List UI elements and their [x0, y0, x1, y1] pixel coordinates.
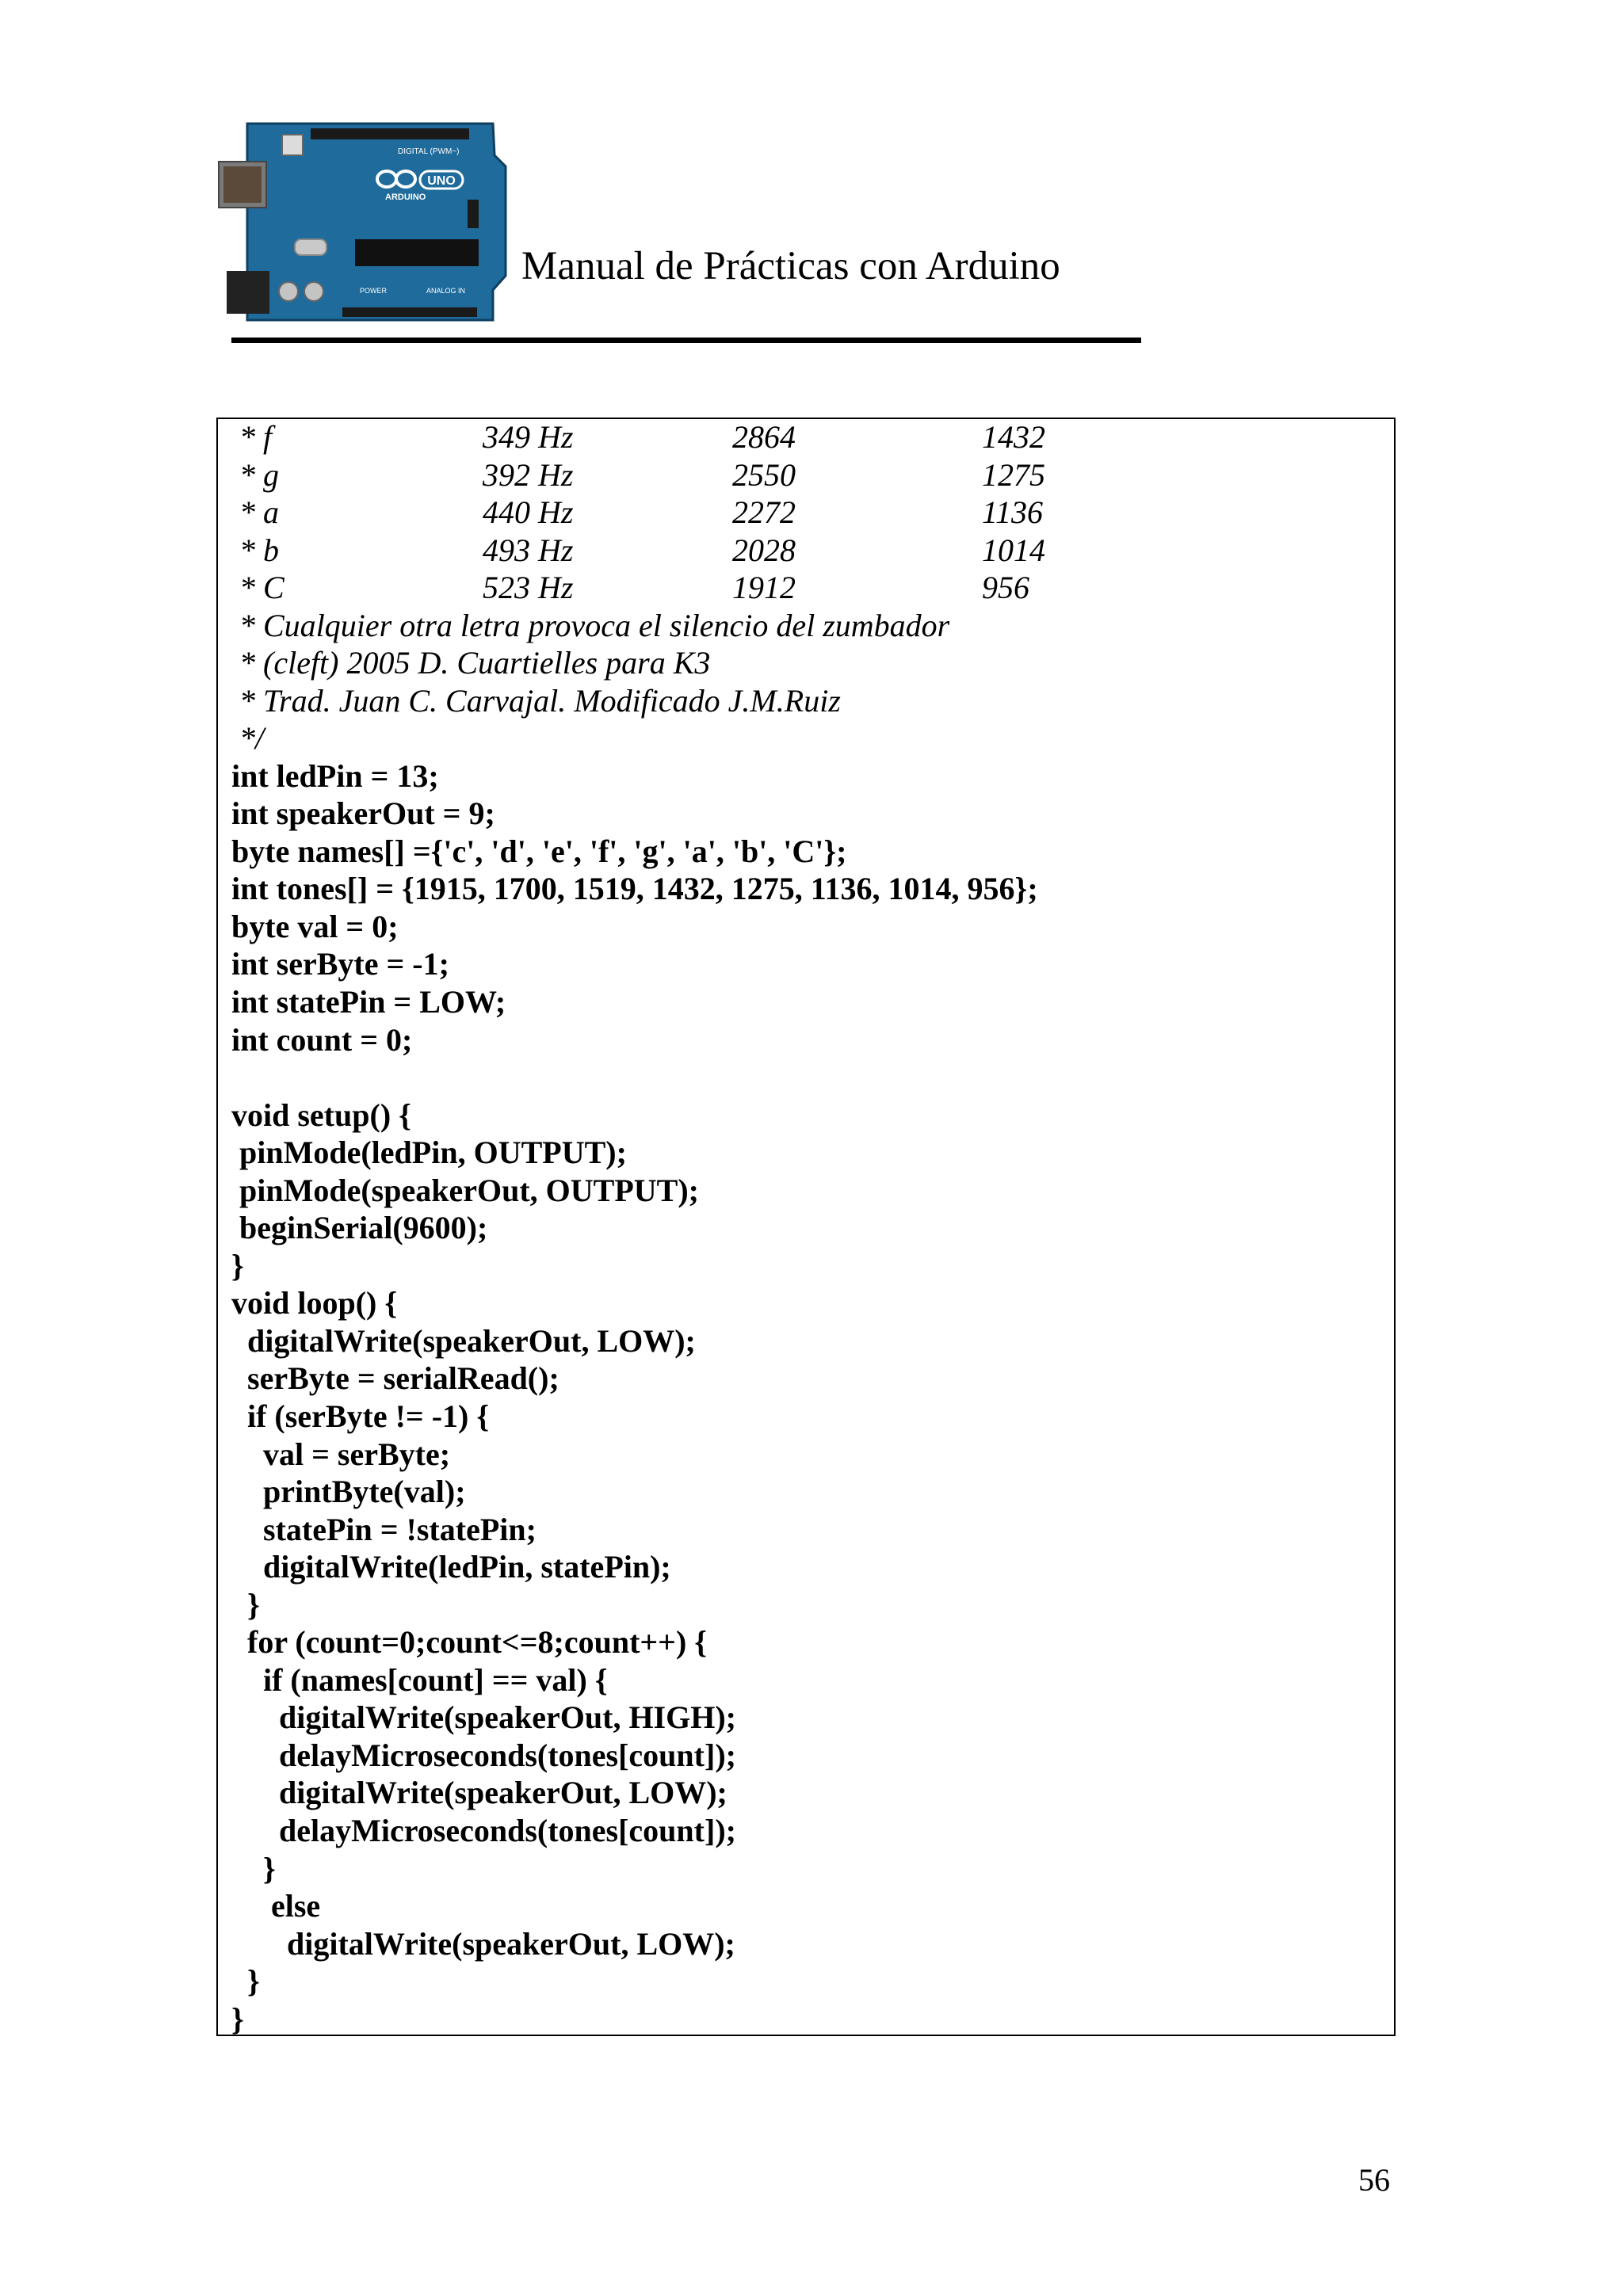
comment-line: * Cualquier otra letra provoca el silencio del zumbador — [231, 608, 950, 643]
code-line: } — [231, 1248, 244, 1283]
header-divider — [231, 338, 1141, 343]
comment-line: */ — [231, 720, 265, 756]
freq-cell: 523 Hz — [483, 570, 574, 605]
freq-cell: 392 Hz — [483, 457, 574, 493]
note-cell: * a — [231, 494, 279, 530]
period-cell: 1912 — [732, 570, 796, 605]
period-cell: 2272 — [732, 494, 796, 530]
code-line: digitalWrite(ledPin, statePin); — [231, 1549, 671, 1585]
code-line: } — [231, 1851, 276, 1886]
note-table-row — [231, 569, 1029, 607]
freq-cell: 440 Hz — [483, 494, 574, 530]
code-line: void loop() { — [231, 1285, 398, 1321]
code-line: } — [231, 1963, 260, 1999]
note-table-row — [231, 494, 1044, 532]
timehigh-cell: 1275 — [982, 457, 1045, 493]
comment-line: * Trad. Juan C. Carvajal. Modificado J.M.Ruiz — [231, 683, 841, 719]
timehigh-cell: 1014 — [982, 532, 1045, 568]
note-table-row — [231, 456, 1045, 494]
note-cell: * f — [231, 419, 273, 455]
board-power-label: POWER — [360, 287, 388, 295]
code-line: printByte(val); — [231, 1474, 466, 1509]
period-cell: 2028 — [732, 532, 796, 568]
note-table-row — [231, 532, 1045, 570]
timehigh-cell: 1136 — [982, 494, 1044, 530]
freq-cell: 349 Hz — [483, 419, 574, 455]
document-title: Manual de Prácticas con Arduino — [521, 244, 1060, 288]
code-line: int serByte = -1; — [231, 946, 449, 982]
timehigh-cell: 956 — [982, 570, 1029, 605]
page-number: 56 — [1358, 2162, 1390, 2198]
timehigh-cell: 1432 — [982, 419, 1045, 455]
code-line: digitalWrite(speakerOut, LOW); — [231, 1775, 727, 1810]
code-line: pinMode(speakerOut, OUTPUT); — [231, 1173, 699, 1208]
code-line: int tones[] = {1915, 1700, 1519, 1432, 1275, 1136, 1014, 956}; — [231, 871, 1038, 906]
period-cell: 2864 — [732, 419, 796, 455]
comment-line: * (cleft) 2005 D. Cuartielles para K3 — [231, 645, 711, 681]
board-uno-label: UNO — [427, 174, 456, 188]
code-line: delayMicroseconds(tones[count]); — [231, 1813, 736, 1848]
code-line: digitalWrite(speakerOut, LOW); — [231, 1926, 735, 1962]
code-line: pinMode(ledPin, OUTPUT); — [231, 1135, 627, 1170]
note-table-row — [231, 418, 1045, 456]
code-line: void setup() { — [231, 1097, 411, 1133]
code-line: val = serByte; — [231, 1436, 451, 1472]
code-line: int statePin = LOW; — [231, 984, 506, 1020]
arduino-board-image — [216, 120, 507, 323]
code-line: } — [231, 2001, 244, 2037]
board-analog-label: ANALOG IN — [426, 287, 466, 295]
code-line: int count = 0; — [231, 1022, 413, 1058]
code-line: delayMicroseconds(tones[count]); — [231, 1737, 736, 1773]
code-line: byte val = 0; — [231, 909, 399, 944]
code-line: int speakerOut = 9; — [231, 795, 495, 831]
code-line: digitalWrite(speakerOut, HIGH); — [231, 1699, 736, 1735]
code-line: byte names[] ={'c', 'd', 'e', 'f', 'g', 'a', 'b', 'C'}; — [231, 833, 847, 869]
code-line: int ledPin = 13; — [231, 758, 439, 794]
code-line: statePin = !statePin; — [231, 1512, 537, 1547]
note-cell: * g — [231, 457, 279, 493]
freq-cell: 493 Hz — [483, 532, 574, 568]
board-digital-label: DIGITAL (PWM~) — [398, 147, 460, 156]
period-cell: 2550 — [732, 457, 796, 493]
code-line: serByte = serialRead(); — [231, 1360, 559, 1396]
code-line: if (serByte != -1) { — [231, 1398, 490, 1434]
code-line: } — [231, 1587, 260, 1623]
board-brand-label: ARDUINO — [385, 193, 426, 202]
note-cell: * C — [231, 570, 285, 605]
code-line: if (names[count] == val) { — [231, 1662, 608, 1698]
code-line: else — [231, 1888, 321, 1924]
code-line: beginSerial(9600); — [231, 1210, 488, 1245]
code-line: for (count=0;count<=8;count++) { — [231, 1624, 708, 1660]
code-line: digitalWrite(speakerOut, LOW); — [231, 1323, 696, 1359]
note-cell: * b — [231, 532, 279, 568]
